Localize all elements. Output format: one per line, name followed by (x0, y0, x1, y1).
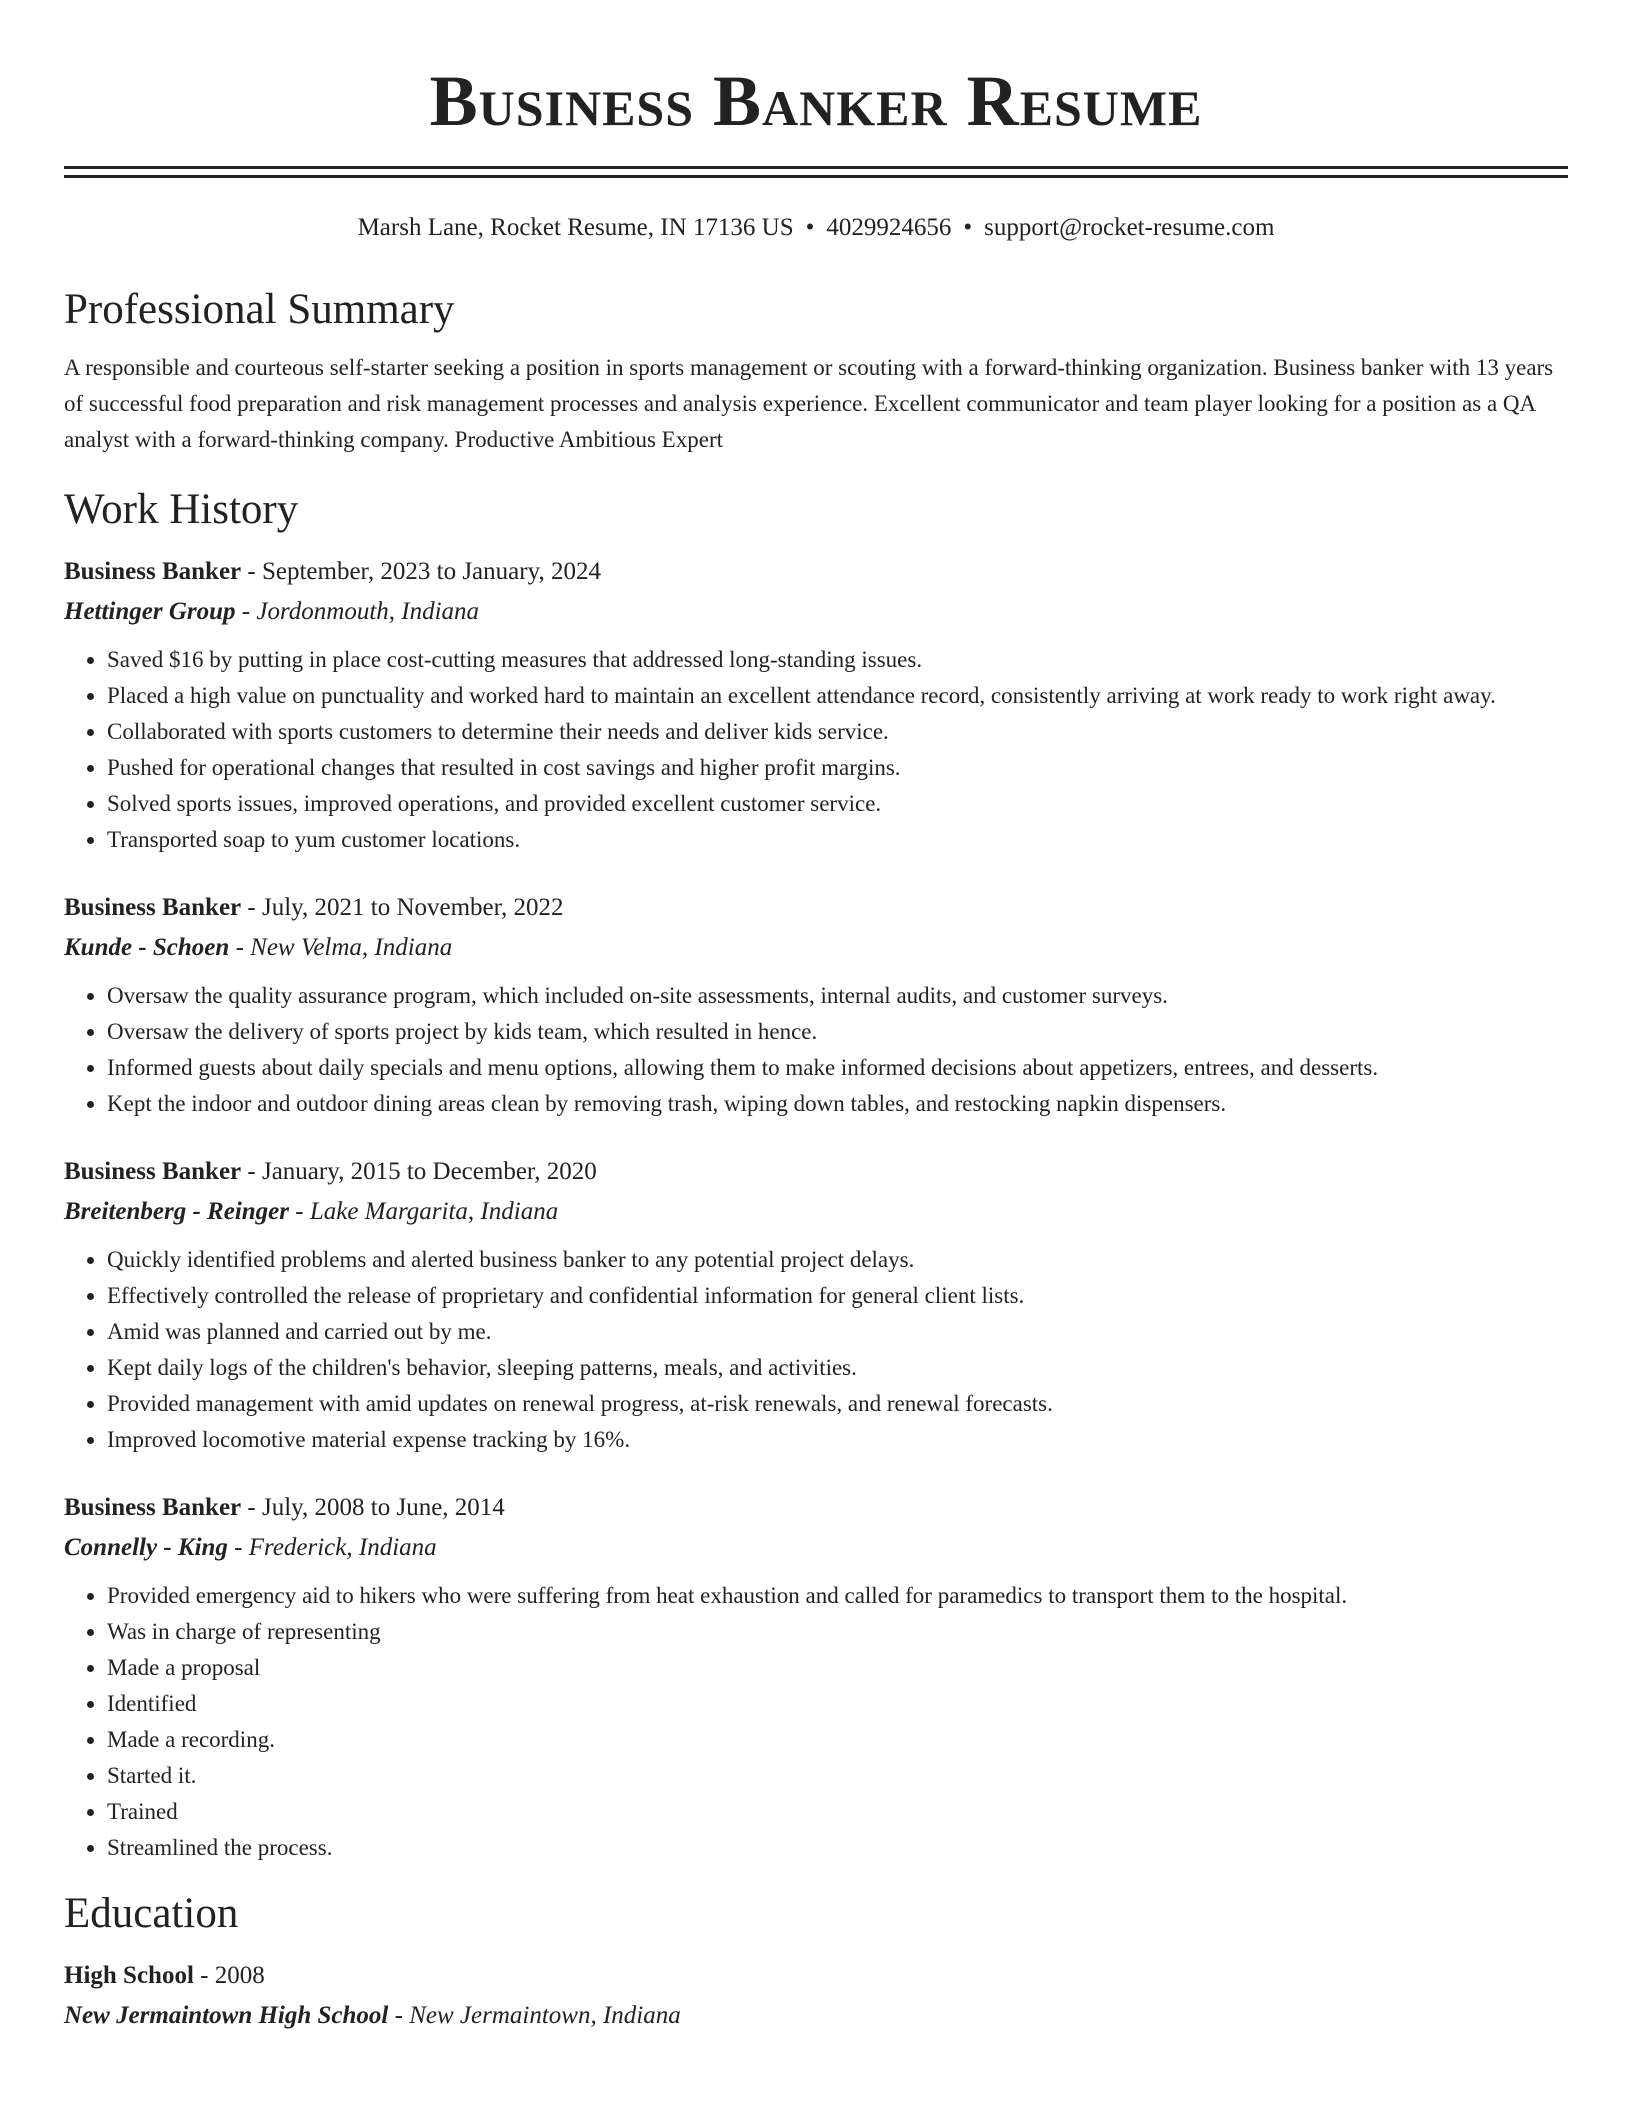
job-company-line (64, 1528, 1568, 1568)
job-dates: - January, 2015 to December, 2020 (241, 1158, 597, 1185)
education-school: New Jermaintown High School (64, 2002, 389, 2029)
job-bullet: • Oversaw the delivery of sports project by kids team, which resulted in hence. (107, 1014, 1568, 1050)
contact-separator: • (805, 214, 815, 241)
job-entry (64, 1488, 1568, 1866)
resume-page (64, 0, 1568, 2036)
job-bullet: • Streamlined the process. (107, 1830, 1568, 1866)
job-company: Connelly - King (64, 1534, 228, 1561)
job-bullet: • Transported soap to yum customer locations. (107, 822, 1568, 858)
job-bullet: • Was in charge of representing (107, 1614, 1568, 1650)
education-location: - New Jermaintown, Indiana (388, 2002, 681, 2029)
contact-email: support@rocket-resume.com (984, 214, 1275, 241)
job-bullet: • Kept daily logs of the children's behavior, sleeping patterns, meals, and activities. (107, 1350, 1568, 1386)
job-bullet: • Oversaw the quality assurance program, which included on-site assessments, internal audits, and customer surveys. (107, 978, 1568, 1014)
job-company-line (64, 592, 1568, 632)
education-heading: Education (64, 1890, 239, 1937)
job-dates: - September, 2023 to January, 2024 (241, 558, 601, 585)
title-rule-top (64, 166, 1568, 169)
job-bullet: • Quickly identified problems and alerted business banker to any potential project delays. (107, 1242, 1568, 1278)
job-title: Business Banker (64, 894, 242, 921)
job-title: Business Banker (64, 1494, 242, 1521)
job-bullet: • Solved sports issues, improved operations, and provided excellent customer service. (107, 786, 1568, 822)
job-title-line (64, 552, 1568, 592)
job-title-line (64, 888, 1568, 928)
job-bullet: • Provided management with amid updates on renewal progress, at-risk renewals, and renewal forecasts. (107, 1386, 1568, 1422)
job-company-line (64, 1192, 1568, 1232)
job-bullet: • Collaborated with sports customers to determine their needs and deliver kids service. (107, 714, 1568, 750)
job-entry (64, 552, 1568, 858)
job-bullet: • Improved locomotive material expense tracking by 16%. (107, 1422, 1568, 1458)
job-bullet: • Saved $16 by putting in place cost-cutting measures that addressed long-standing issues. (107, 642, 1568, 678)
job-company: Kunde - Schoen (64, 934, 230, 961)
summary-text: A responsible and courteous self-starter seeking a position in sports management or scouting with a forward-thinking organization. Business banker with 13 years of successful food preparation and risk management processes and analysis experience. Excellent communicator and team player looking for a position as a QA analyst with a forward-thinking company. Productive Ambitious Expert (64, 355, 1554, 452)
job-bullet-list (64, 1578, 1568, 1866)
job-title-line (64, 1152, 1568, 1192)
job-location: - Frederick, Indiana (227, 1534, 437, 1561)
job-title-line (64, 1488, 1568, 1528)
job-bullet: • Identified (107, 1686, 1568, 1722)
job-bullet: • Made a recording. (107, 1722, 1568, 1758)
job-company: Breitenberg - Reinger (64, 1198, 289, 1225)
contact-separator: • (963, 214, 973, 241)
job-dates: - July, 2021 to November, 2022 (241, 894, 564, 921)
job-bullet-list (64, 1242, 1568, 1458)
education-school-line (64, 1996, 1568, 2036)
job-bullet: • Informed guests about daily specials and menu options, allowing them to make informed decisions about appetizers, entrees, and desserts. (107, 1050, 1568, 1086)
job-bullet: • Kept the indoor and outdoor dining areas clean by removing trash, wiping down tables, and restocking napkin dispensers. (107, 1086, 1568, 1122)
education-entry (64, 1956, 1568, 2036)
job-dates: - July, 2008 to June, 2014 (241, 1494, 505, 1521)
job-bullet: • Provided emergency aid to hikers who were suffering from heat exhaustion and called for paramedics to transport them to the hospital. (107, 1578, 1568, 1614)
work-history-heading: Work History (64, 486, 299, 533)
job-company-line (64, 928, 1568, 968)
job-location: - New Velma, Indiana (229, 934, 453, 961)
job-bullet: • Placed a high value on punctuality and worked hard to maintain an excellent attendance record, consistently arriving at work ready to work right away. (107, 678, 1568, 714)
education-degree: High School (64, 1962, 194, 1989)
job-bullet: • Pushed for operational changes that resulted in cost savings and higher profit margins. (107, 750, 1568, 786)
education-year: - 2008 (193, 1962, 265, 1989)
title-rule-bottom (64, 175, 1568, 178)
job-company: Hettinger Group (64, 598, 236, 625)
job-title: Business Banker (64, 1158, 242, 1185)
contact-line (64, 212, 1568, 244)
contact-phone: 4029924656 (826, 214, 952, 241)
summary-heading: Professional Summary (64, 286, 455, 333)
job-bullet: • Effectively controlled the release of proprietary and confidential information for general client lists. (107, 1278, 1568, 1314)
resume-title: Business Banker Resume (429, 61, 1203, 141)
job-bullet-list (64, 978, 1568, 1122)
job-entry (64, 888, 1568, 1122)
education-degree-line (64, 1956, 1568, 1996)
job-entry (64, 1152, 1568, 1458)
contact-address: Marsh Lane, Rocket Resume, IN 17136 US (357, 214, 794, 241)
job-bullet: • Made a proposal (107, 1650, 1568, 1686)
job-bullet: • Started it. (107, 1758, 1568, 1794)
job-bullet: • Trained (107, 1794, 1568, 1830)
job-location: - Jordonmouth, Indiana (235, 598, 480, 625)
job-bullet-list (64, 642, 1568, 858)
job-location: - Lake Margarita, Indiana (289, 1198, 559, 1225)
job-title: Business Banker (64, 558, 242, 585)
job-bullet: • Amid was planned and carried out by me. (107, 1314, 1568, 1350)
